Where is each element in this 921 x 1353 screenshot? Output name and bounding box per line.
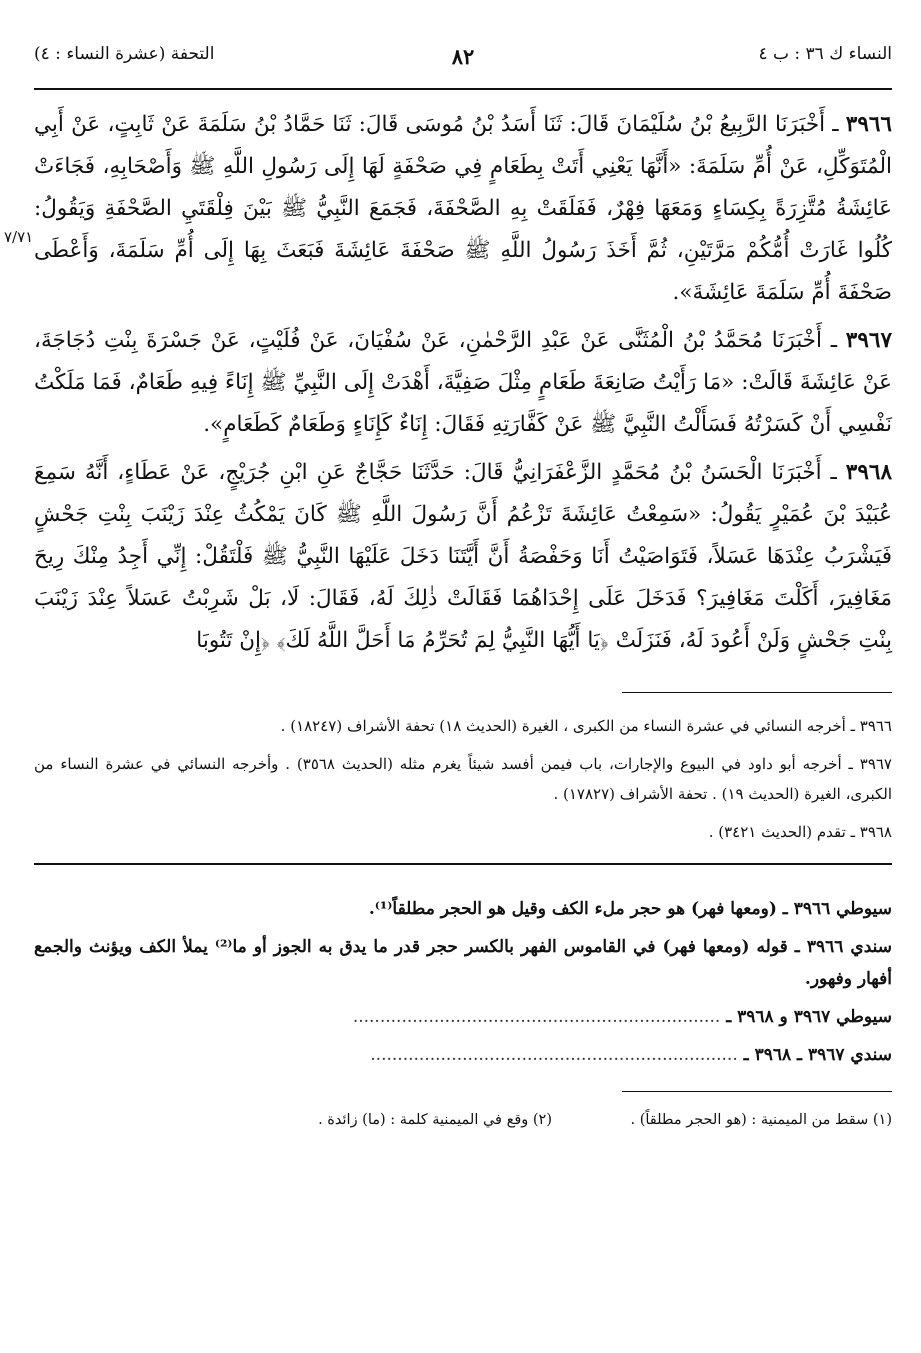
commentary-sindi-3966: سندي ٣٩٦٦ ـ قوله (ومعها فهر) في القاموس الفهر بالكسر حجر قدر ما يدق به الجوز أو ما⁽²⁾ يملأ الكف ويؤنث والجمع أفهار وفهور. xyxy=(34,937,892,989)
hadith-3968 xyxy=(34,452,892,662)
subnote-2: (٢) وقع في الميمنية كلمة : (ما) زائدة . xyxy=(318,1112,552,1128)
hadith-text-block xyxy=(34,104,892,662)
footnote-3968: ٣٩٦٨ ـ تقدم (الحديث ٣٤٢١) . xyxy=(708,823,892,841)
dotted-leader: .................................................................... xyxy=(370,1045,738,1065)
hadith-body: ـ أَخْبَرَنَا الْحَسَنُ بْنُ مُحَمَّدٍ الزَّعْفَرَانِيُّ قَالَ: حَدَّثَنَا حَجَّاجٌ عَنِ ابْنِ جُرَيْجٍ، عَنْ عَطَاءٍ، أَنَّهُ سَمِعَ عُبَيْدَ بْنَ عُمَيْرٍ يَقُولُ: «سَمِعْتُ عَائِشَةَ تَزْعُمُ أَنَّ رَسُولَ اللَّهِ ﷺ كَانَ يَمْكُثُ عِنْدَ زَيْنَبَ بِنْتِ جَحْشٍ فَيَشْرَبُ عِنْدَهَا عَسَلاً، فَتَوَاصَيْتُ أَنَا وَحَفْصَةُ أَنَّ أَيَّتَنَا دَخَلَ عَلَيْهَا النَّبِيُّ ﷺ فَلْتَقُلْ: إِنِّي أَجِدُ مِنْكَ رِيحَ مَغَافِيرَ، أَكَلْتَ مَغَافِيرَ؟ فَدَخَلَ عَلَى إِحْدَاهُمَا فَقَالَتْ ذٰلِكَ لَهُ، فَقَالَ: لَا، بَلْ شَرِبْتُ عَسَلاً عِنْدَ زَيْنَبَ بِنْتِ جَحْشٍ وَلَنْ أَعُودَ لَهُ، فَنَزَلَتْ ﴿يَا أَيُّهَا النَّبِيُّ لِمَ تُحَرِّمُ مَا أَحَلَّ اللَّهُ لَكَ﴾ ﴿إِنْ تَتُوبَا xyxy=(34,460,892,653)
margin-reference: ٧/٧١ xyxy=(4,228,34,246)
hadith-3967 xyxy=(34,320,892,446)
takhrij-footnotes xyxy=(34,711,892,847)
running-header xyxy=(34,30,892,90)
hadith-number: ٣٩٦٧ xyxy=(845,328,892,353)
commentary-block xyxy=(34,893,892,1071)
header-chapter-ref: النساء ك ٣٦ : ب ٤ xyxy=(758,44,892,64)
footnote-3966: ٣٩٦٦ ـ أخرجه النسائي في عشرة النساء من الكبرى ، الغيرة (الحديث ١٨) تحفة الأشراف (١٨٢٤٧) . xyxy=(280,717,892,735)
hadith-3966 xyxy=(34,104,892,314)
book-page xyxy=(4,30,892,1142)
commentary-divider xyxy=(34,863,892,865)
hadith-number: ٣٩٦٨ xyxy=(845,460,892,485)
page-number: ٨٢ xyxy=(451,44,475,69)
commentary-label: سندي ٣٩٦٧ ـ ٣٩٦٨ ـ xyxy=(743,1045,892,1065)
hadith-body: ـ أَخْبَرَنَا الرَّبِيعُ بْنُ سُلَيْمَانَ قَالَ: ثَنَا أَسَدُ بْنُ مُوسَى قَالَ: ثَنَا حَمَّادُ بْنُ سَلَمَةَ عَنْ ثَابِتٍ، عَنْ أَبِي الْمُتَوَكِّلِ، عَنْ أُمِّ سَلَمَةَ: «أَنَّهَا يَعْنِي أَتَتْ بِطَعَامٍ فِي صَحْفَةٍ لَهَا إِلَى رَسُولِ اللَّهِ ﷺ وَأَصْحَابِهِ، فَجَاءَتْ عَائِشَةُ مُتَّزِرَةً بِكِسَاءٍ وَمَعَهَا فِهْرٌ، فَفَلَقَتْ بِهِ الصَّحْفَةَ، فَجَمَعَ النَّبِيُّ ﷺ بَيْنَ فِلْقَتَيِ الصَّحْفَةِ وَيَقُولُ: كُلُوا غَارَتْ أُمُّكُمْ مَرَّتَيْنِ، ثُمَّ أَخَذَ رَسُولُ اللَّهِ ﷺ صَحْفَةَ عَائِشَةَ فَبَعَثَ بِهَا إِلَى أُمِّ سَلَمَةَ، وَأَعْطَى صَحْفَةَ أُمِّ سَلَمَةَ عَائِشَةَ». xyxy=(34,112,892,305)
hadith-number: ٣٩٦٦ xyxy=(845,112,892,137)
commentary-suyuti-3966: سيوطي ٣٩٦٦ ـ (ومعها فهر) هو حجر ملء الكف وقيل هو الحجر مطلقاً⁽¹⁾. xyxy=(368,899,892,919)
commentary-sindi-3967-3968 xyxy=(34,1039,892,1071)
commentary-suyuti-3967-3968 xyxy=(34,1001,892,1033)
commentary-label: سيوطي ٣٩٦٧ و ٣٩٦٨ ـ xyxy=(726,1007,892,1027)
footnote-3967: ٣٩٦٧ ـ أخرجه أبو داود في البيوع والإجارات، باب فيمن أفسد شيئاً يغرم مثله (الحديث ٣٥٦٨) . وأخرجه النسائي في عشرة النساء من الكبرى، الغيرة (الحديث ١٩) . تحفة الأشراف (١٧٨٢٧) . xyxy=(34,755,892,803)
hadith-body: ـ أَخْبَرَنَا مُحَمَّدُ بْنُ الْمُثَنَّى عَنْ عَبْدِ الرَّحْمٰنِ، عَنْ سُفْيَانَ، عَنْ فُلَيْتٍ، عَنْ جَسْرَةَ بِنْتِ دُجَاجَةَ، عَنْ عَائِشَةَ قَالَتْ: «مَا رَأَيْتُ صَانِعَةَ طَعَامٍ مِثْلَ صَفِيَّةَ، أَهْدَتْ إِلَى النَّبِيِّ ﷺ إِنَاءً فِيهِ طَعَامٌ، فَمَا مَلَكْتُ نَفْسِي أَنْ كَسَرْتُهُ فَسَأَلْتُ النَّبِيَّ ﷺ عَنْ كَفَّارَتِهِ فَقَالَ: إِنَاءٌ كَإِنَاءٍ وَطَعَامٌ كَطَعَامٍ». xyxy=(34,328,892,437)
dotted-leader: .................................................................... xyxy=(352,1007,721,1027)
editor-subnotes xyxy=(34,1112,892,1142)
subnote-1: (١) سقط من الميمنية : (هو الحجر مطلقاً) . xyxy=(630,1112,892,1128)
subnote-rule xyxy=(622,1091,892,1092)
header-tuhfa-ref: التحفة (عشرة النساء : ٤) xyxy=(34,44,215,64)
header-rule xyxy=(34,88,892,90)
footnote-rule xyxy=(622,692,892,693)
